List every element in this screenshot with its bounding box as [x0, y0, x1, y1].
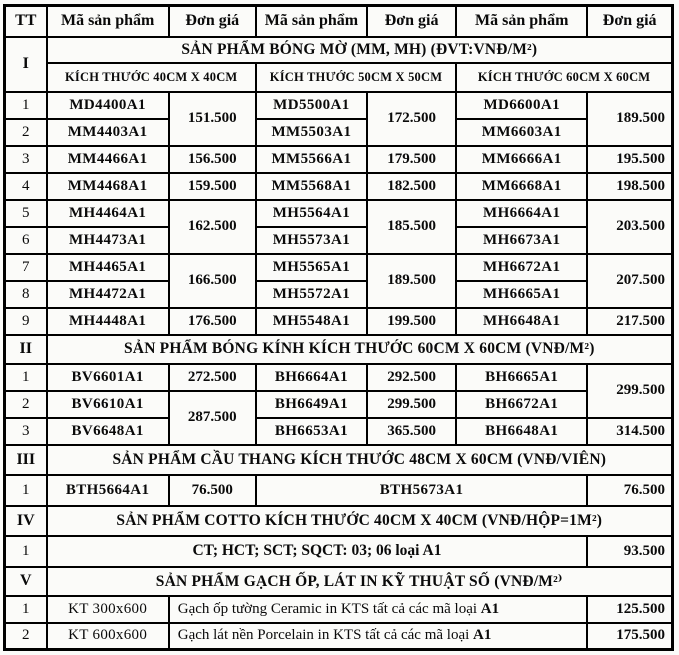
unit-price: 156.500: [169, 146, 256, 173]
table-row: [5, 418, 673, 445]
unit-price: 172.500: [367, 92, 456, 146]
col-header-unit-price-1: Đơn giá: [169, 6, 256, 37]
row-number: 4: [5, 173, 47, 200]
unit-price: 292.500: [367, 364, 456, 391]
row-number: 3: [5, 146, 47, 173]
unit-price: 166.500: [169, 254, 256, 308]
product-code: MH6673A1: [456, 227, 587, 254]
product-code: MM4468A1: [47, 173, 169, 200]
unit-price: 287.500: [169, 391, 256, 445]
product-description: Gạch lát nền Porcelain in KTS tất cả các mã loại: [177, 627, 474, 644]
col-header-product-code-2: Mã sản phẩm: [256, 6, 367, 37]
product-code: MM5568A1: [256, 173, 367, 200]
col-header-tt: TT: [5, 6, 47, 37]
product-code: MD5500A1: [256, 92, 367, 119]
product-code: BV6610A1: [47, 391, 169, 418]
section-4-title-row: [5, 506, 673, 536]
table-row: [5, 173, 673, 200]
price-table: [3, 4, 674, 651]
size-header-40x40: KÍCH THƯỚC 40CM X 40CM: [47, 63, 256, 92]
product-code: BH6653A1: [256, 418, 367, 445]
unit-price: 162.500: [169, 200, 256, 254]
product-code: MH4472A1: [47, 281, 169, 308]
product-code: BH6664A1: [256, 364, 367, 391]
description-cell: [169, 596, 588, 623]
row-number: 2: [5, 119, 47, 146]
product-code: BH6649A1: [256, 391, 367, 418]
section-3-numeral: III: [5, 445, 47, 475]
section-5-title: SẢN PHẨM GẠCH ỐP, LÁT IN KỸ THUẬT SỐ (VNĐ/M²⁾: [47, 567, 673, 596]
table-header-row: [5, 6, 673, 37]
section-2-numeral: II: [5, 335, 47, 364]
unit-price: 159.500: [169, 173, 256, 200]
unit-price: 76.500: [169, 475, 256, 506]
product-code: MH5564A1: [256, 200, 367, 227]
product-code: BH6665A1: [456, 364, 587, 391]
product-code: MH4464A1: [47, 200, 169, 227]
table-row: [5, 92, 673, 119]
product-description: Gạch ốp tường Ceramic in KTS tất cả các mã loại: [177, 600, 481, 617]
description-cell: [169, 623, 588, 650]
section-3-title: SẢN PHẨM CẦU THANG KÍCH THƯỚC 48CM X 60CM (VNĐ/VIÊN): [47, 445, 673, 475]
unit-price: 176.500: [169, 308, 256, 335]
row-number: 9: [5, 308, 47, 335]
unit-price: 314.500: [587, 418, 672, 445]
product-code: BTH5673A1: [256, 475, 587, 506]
unit-price: 185.500: [367, 200, 456, 254]
unit-price: 179.500: [367, 146, 456, 173]
unit-price: 272.500: [169, 364, 256, 391]
table-row: [5, 475, 673, 506]
section-1-title: SẢN PHẨM BÓNG MỜ (MM, MH) (ĐVT:VNĐ/M²): [47, 37, 673, 63]
product-code: MM6668A1: [456, 173, 587, 200]
unit-price: 207.500: [587, 254, 672, 308]
row-number: 2: [5, 391, 47, 418]
unit-price: 299.500: [587, 364, 672, 418]
table-row: [5, 364, 673, 391]
product-code: MH4473A1: [47, 227, 169, 254]
product-code: MM6603A1: [456, 119, 587, 146]
product-code: MH6648A1: [456, 308, 587, 335]
section-5-numeral: V: [5, 567, 47, 596]
section-4-title: SẢN PHẨM COTTO KÍCH THƯỚC 40CM X 40CM (VNĐ/HỘP=1M²): [47, 506, 673, 536]
unit-price: 195.500: [587, 146, 672, 173]
table-row: [5, 536, 673, 567]
row-number: 1: [5, 92, 47, 119]
product-code: MM4403A1: [47, 119, 169, 146]
row-number: 1: [5, 596, 47, 623]
table-row: [5, 200, 673, 227]
col-header-product-code-3: Mã sản phẩm: [456, 6, 587, 37]
col-header-unit-price-3: Đơn giá: [587, 6, 672, 37]
product-code: MD6600A1: [456, 92, 587, 119]
product-code: MM5566A1: [256, 146, 367, 173]
table-row: [5, 623, 673, 650]
section-2-title-row: [5, 335, 673, 364]
product-code: BH6648A1: [456, 418, 587, 445]
product-code: MM4466A1: [47, 146, 169, 173]
row-number: 2: [5, 623, 47, 650]
size-header-50x50: KÍCH THƯỚC 50CM X 50CM: [256, 63, 456, 92]
table-row: [5, 227, 673, 254]
row-number: 1: [5, 475, 47, 506]
product-code: MD4400A1: [47, 92, 169, 119]
product-code: BV6648A1: [47, 418, 169, 445]
grade-label: A1: [480, 600, 500, 617]
product-code: MH5565A1: [256, 254, 367, 281]
product-code: MH5572A1: [256, 281, 367, 308]
unit-price: 198.500: [587, 173, 672, 200]
product-code: MM5503A1: [256, 119, 367, 146]
section-5-title-row: [5, 567, 673, 596]
section-3-title-row: [5, 445, 673, 475]
product-code: BV6601A1: [47, 364, 169, 391]
table-row: [5, 596, 673, 623]
unit-price: 175.500: [587, 623, 672, 650]
unit-price: 182.500: [367, 173, 456, 200]
unit-price: 189.500: [587, 92, 672, 146]
col-header-unit-price-2: Đơn giá: [367, 6, 456, 37]
table-row: [5, 308, 673, 335]
product-code: MH4448A1: [47, 308, 169, 335]
row-number: 1: [5, 536, 47, 567]
table-row: [5, 254, 673, 281]
section-2-title: SẢN PHẨM BÓNG KÍNH KÍCH THƯỚC 60CM X 60CM (VNĐ/M²): [47, 335, 673, 364]
section-4-numeral: IV: [5, 506, 47, 536]
unit-price: 151.500: [169, 92, 256, 146]
tile-size: KT 300x600: [47, 596, 169, 623]
product-code: MH6665A1: [456, 281, 587, 308]
row-number: 7: [5, 254, 47, 281]
row-number: 5: [5, 200, 47, 227]
table-row: [5, 146, 673, 173]
unit-price: 189.500: [367, 254, 456, 308]
product-code: MH6664A1: [456, 200, 587, 227]
row-number: 6: [5, 227, 47, 254]
row-number: 8: [5, 281, 47, 308]
unit-price: 76.500: [587, 475, 672, 506]
product-code: MH5548A1: [256, 308, 367, 335]
unit-price: 199.500: [367, 308, 456, 335]
col-header-product-code-1: Mã sản phẩm: [47, 6, 169, 37]
product-code: BH6672A1: [456, 391, 587, 418]
product-code: MM6666A1: [456, 146, 587, 173]
section-1-sizes-row: [5, 63, 673, 92]
unit-price: 299.500: [367, 391, 456, 418]
product-code: BTH5664A1: [47, 475, 169, 506]
product-description: CT; HCT; SCT; SQCT: 03; 06 loại A1: [47, 536, 588, 567]
row-number: 3: [5, 418, 47, 445]
product-code: MH4465A1: [47, 254, 169, 281]
grade-label: A1: [473, 627, 492, 644]
section-1-title-row: [5, 37, 673, 63]
table-row: [5, 391, 673, 418]
unit-price: 217.500: [587, 308, 672, 335]
unit-price: 125.500: [587, 596, 672, 623]
product-code: MH5573A1: [256, 227, 367, 254]
section-1-numeral: I: [5, 37, 47, 92]
table-row: [5, 119, 673, 146]
product-code: MH6672A1: [456, 254, 587, 281]
row-number: 1: [5, 364, 47, 391]
tile-size: KT 600x600: [47, 623, 169, 650]
unit-price: 203.500: [587, 200, 672, 254]
unit-price: 93.500: [587, 536, 672, 567]
size-header-60x60: KÍCH THƯỚC 60CM X 60CM: [456, 63, 672, 92]
unit-price: 365.500: [367, 418, 456, 445]
table-row: [5, 281, 673, 308]
